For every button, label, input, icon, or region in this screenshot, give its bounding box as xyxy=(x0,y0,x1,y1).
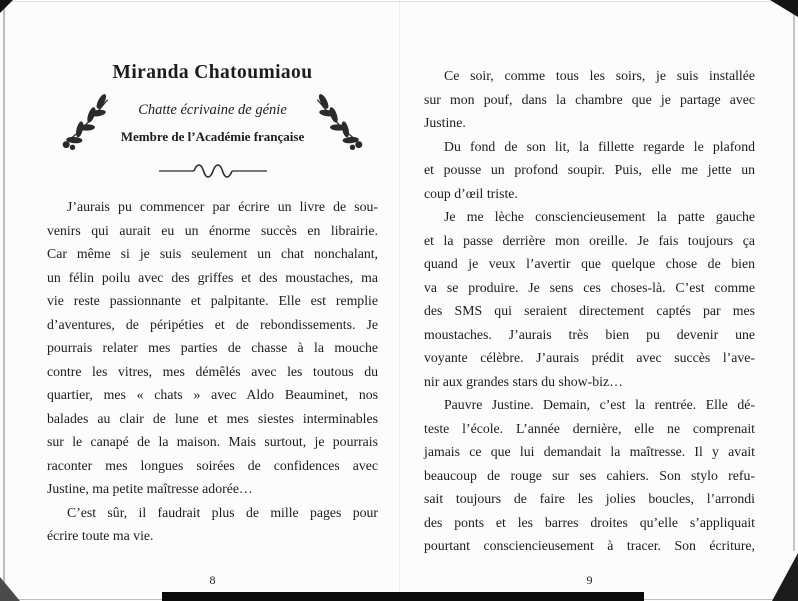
paragraph xyxy=(424,135,755,206)
text-line: beaucoup de rouge sur ses cahiers. Son stylo refu- xyxy=(424,467,755,483)
text-line: et pousse un profond soupir. Puis, elle me jette un xyxy=(424,162,755,177)
text-line: voyante célèbre. J’aurais prédit avec succès l’ave- xyxy=(424,350,755,365)
scan-corner-bottom-right xyxy=(772,553,798,601)
text-line: Justine. xyxy=(424,115,466,130)
text-line: Ce soir, comme tous les soirs, je suis installée xyxy=(444,68,755,83)
text-line: Je me lèche consciencieusement la patte gauche xyxy=(444,209,755,224)
paragraph xyxy=(424,205,755,393)
text-line: quand je veux l’avertir que quelque chose de bien xyxy=(424,256,755,271)
text-line: écrire toute ma vie. xyxy=(47,528,154,543)
text-line: J’aurais pu commencer par écrire un livre de sou- xyxy=(67,199,378,214)
text-line: pourtant consciencieusement à tracer. Son écriture, xyxy=(424,538,755,553)
text-line: va se produire. Je sens ces choses-là. C’est comme xyxy=(424,279,755,295)
text-line: et la passe derrière mon oreille. Je fais toujours ça xyxy=(424,232,755,248)
text-line: sur le canapé de la maison. Mais surtout, je pourrais xyxy=(47,434,378,449)
chapter-subtitle-block xyxy=(121,98,305,149)
left-page-text xyxy=(47,195,378,548)
laurel-branch-right-icon xyxy=(312,94,366,152)
text-line: venirs qui aurait eu un énorme succès en librairie. xyxy=(47,222,378,238)
text-line: des SMS qui seraient directement captés par mes xyxy=(424,303,755,318)
chapter-subtitle: Chatte écrivaine de génie xyxy=(138,101,287,118)
page-gutter-line xyxy=(399,0,400,591)
scan-edge-right xyxy=(793,12,795,551)
text-line: coup d’œil triste. xyxy=(424,185,518,201)
text-line: Justine, ma petite maîtresse adorée… xyxy=(47,481,253,496)
text-line: sur mon pouf, dans la chambre que je partage avec xyxy=(424,91,755,107)
right-page-number: 9 xyxy=(586,573,593,587)
scan-edge-top xyxy=(10,1,786,2)
chapter-affiliation: Membre de l’Académie française xyxy=(120,128,305,144)
scan-corner-bottom-left xyxy=(0,577,20,601)
paragraph xyxy=(424,64,755,135)
left-page-number: 8 xyxy=(209,573,216,587)
chapter-title: Miranda Chatoumiaou xyxy=(112,62,313,83)
text-line: un félin poilu avec des griffes et des moustaches, ma xyxy=(47,269,378,285)
text-line: C’est sûr, il faudrait plus de mille pages pour xyxy=(67,504,378,520)
chapter-subtitle-row xyxy=(47,94,378,152)
page-left xyxy=(47,0,378,601)
text-line: vie reste passionnante et palpitante. Elle est remplie xyxy=(47,293,378,308)
text-line: balades au clair de lune et mes siestes interminables xyxy=(47,410,378,426)
text-line: teste l’école. L’année dernière, elle ne comprenait xyxy=(424,420,755,436)
text-line: des ponts et les barres droites qu’elle s’appliquait xyxy=(424,514,755,530)
squiggle-divider-icon xyxy=(47,163,378,179)
scan-bottom-shadow-bar xyxy=(162,592,644,601)
chapter-header xyxy=(47,0,378,179)
text-line: sait toujours de faire les jolies boucles, l’arrondi xyxy=(424,491,755,506)
text-line: raconter mes longues soirées de confidences avec xyxy=(47,457,378,473)
paragraph xyxy=(47,195,378,501)
laurel-branch-left-icon xyxy=(59,94,113,152)
right-page-text xyxy=(424,64,755,558)
text-line: Car même si je suis seulement un chat nonchalant, xyxy=(47,246,378,261)
text-line: d’aventures, de péripéties et de rebondissements. Je xyxy=(47,316,378,332)
text-line: moustaches. J’aurais très bien pu devenir une xyxy=(424,326,755,342)
scan-edge-left xyxy=(3,6,5,593)
text-line: pourrais relater mes parties de chasse à la mouche xyxy=(47,340,378,355)
text-line: jamais ce que lui demandait la maîtresse. Il y avait xyxy=(424,444,755,459)
paragraph xyxy=(424,393,755,558)
text-line: quartier, mes « chats » avec Aldo Beauminet, nos xyxy=(47,387,378,402)
text-line: Du fond de son lit, la fillette regarde le plafond xyxy=(444,138,755,154)
scan-corner-top-left xyxy=(0,0,13,13)
text-line: nir aux grandes stars du show-biz… xyxy=(424,373,623,389)
scan-corner-top-right xyxy=(770,0,798,17)
paragraph xyxy=(47,501,378,548)
page-right xyxy=(424,0,755,601)
text-line: contre les vitres, mes démêlés avec les toutous du xyxy=(47,363,378,379)
text-line: Pauvre Justine. Demain, c’est la rentrée. Elle dé- xyxy=(444,397,755,412)
